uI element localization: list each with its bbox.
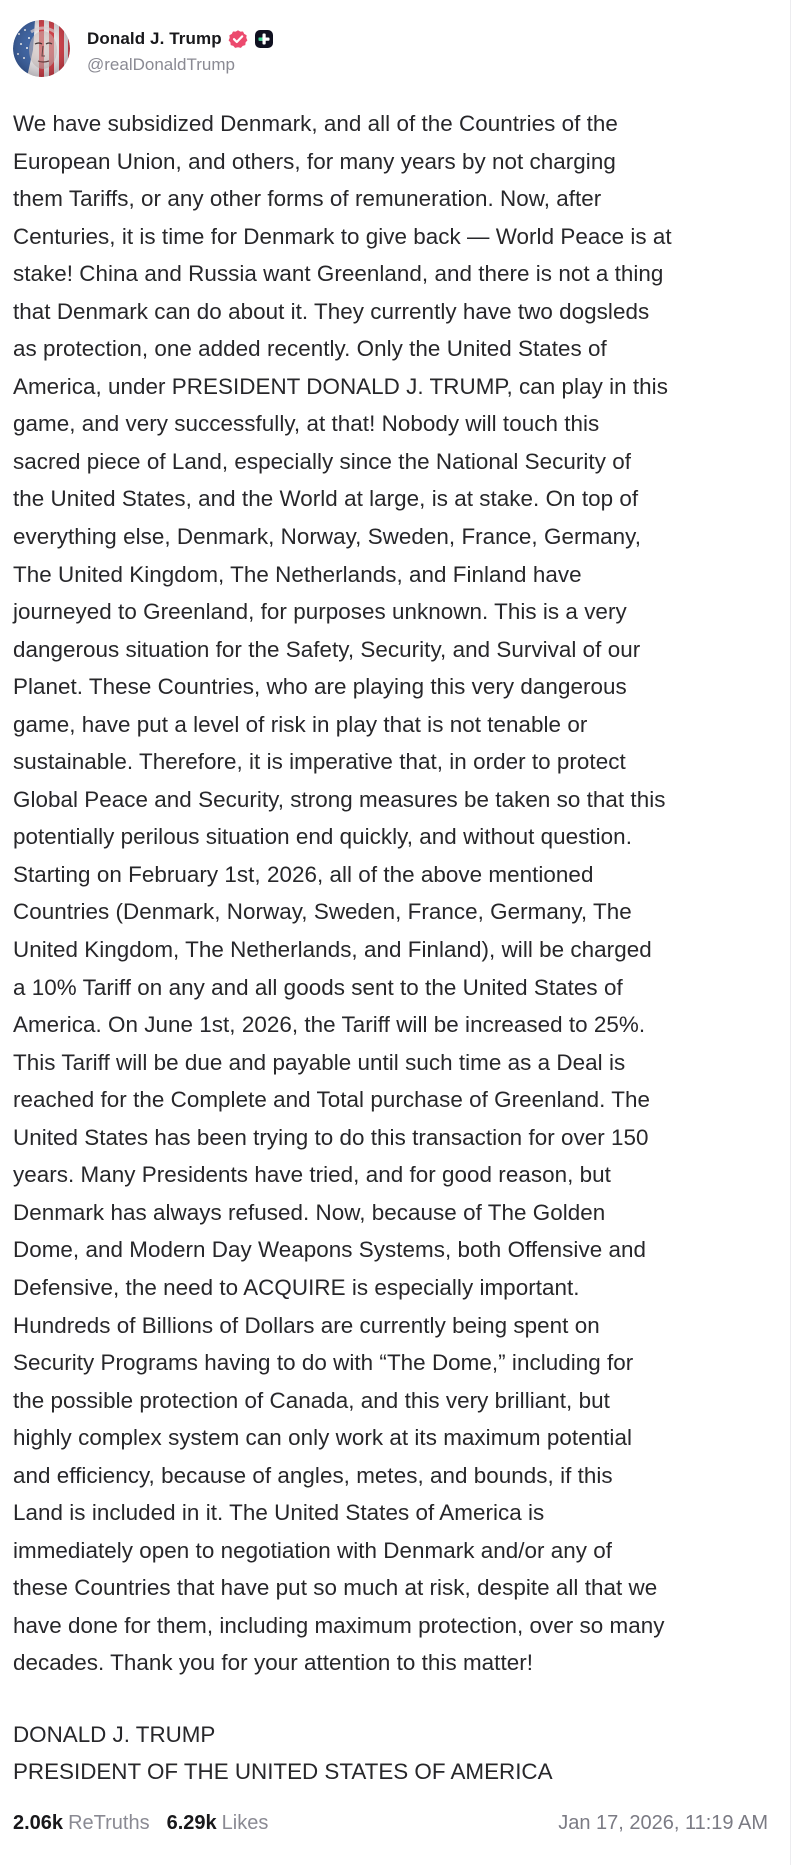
post-body-line: reached for the Complete and Total purchase of Greenland. The: [13, 1087, 651, 1113]
avatar[interactable]: [13, 20, 70, 77]
post-body-line: sustainable. Therefore, it is imperative that, in order to protect: [13, 749, 626, 775]
likes-stat[interactable]: [167, 1812, 269, 1835]
post-body-line: a 10% Tariff on any and all goods sent to the United States of: [13, 974, 623, 1000]
post-body-line: game, have put a level of risk in play that is not tenable or: [13, 711, 588, 737]
post-header: [13, 20, 773, 78]
verified-check-icon: [228, 29, 248, 49]
post-body-line: dangerous situation for the Safety, Security, and Survival of our: [13, 636, 641, 662]
post-body-line: game, and very successfully, at that! Nobody will touch this: [13, 411, 600, 437]
post-body-line: Centuries, it is time for Denmark to give back — World Peace is at: [13, 223, 672, 249]
post-body: [13, 105, 783, 1682]
post-body-line: highly complex system can only work at its maximum potential: [13, 1425, 632, 1451]
post-body-line: decades. Thank you for your attention to this matter!: [13, 1650, 533, 1676]
post-body-line: these Countries that have put so much at risk, despite all that we: [13, 1575, 658, 1601]
post-body-line: have done for them, including maximum protection, over so many: [13, 1612, 665, 1638]
post-body-line: journeyed to Greenland, for purposes unknown. This is a very: [13, 599, 627, 625]
post-body-line: and efficiency, because of angles, metes, and bounds, if this: [13, 1462, 613, 1488]
user-handle[interactable]: @realDonaldTrump: [87, 55, 235, 74]
post-body-line: as protection, one added recently. Only the United States of: [13, 336, 607, 362]
post-body-line: Starting on February 1st, 2026, all of the above mentioned: [13, 861, 594, 887]
column-divider: [790, 0, 791, 1865]
retruths-label: ReTruths: [68, 1811, 150, 1834]
post-body-line: Countries (Denmark, Norway, Sweden, France, Germany, The: [13, 899, 632, 925]
signature-name: DONALD J. TRUMP: [13, 1722, 216, 1747]
post-body-line: Security Programs having to do with “The Dome,” including for: [13, 1350, 634, 1376]
display-name[interactable]: Donald J. Trump: [87, 29, 222, 48]
post-body-line: them Tariffs, or any other forms of remuneration. Now, after: [13, 186, 602, 212]
likes-count: 6.29k: [166, 1811, 217, 1834]
post-body-line: sacred piece of Land, especially since the National Security of: [13, 448, 631, 474]
post-body-line: the United States, and the World at large, is at stake. On top of: [13, 486, 639, 512]
post-timestamp[interactable]: Jan 17, 2026, 11:19 AM: [558, 1811, 768, 1834]
post-body-line: America, under PRESIDENT DONALD J. TRUMP, can play in this: [13, 373, 668, 399]
retruths-count: 2.06k: [13, 1811, 64, 1834]
post-body-line: Denmark has always refused. Now, because of The Golden: [13, 1199, 606, 1225]
truth-plus-icon: [254, 29, 274, 49]
post-body-line: that Denmark can do about it. They currently have two dogsleds: [13, 298, 650, 324]
name-row: [87, 28, 274, 50]
post-body-line: European Union, and others, for many years by not charging: [13, 148, 616, 174]
post-body-line: Global Peace and Security, strong measures be taken so that this: [13, 786, 666, 812]
post-body-line: Dome, and Modern Day Weapons Systems, both Offensive and: [13, 1237, 646, 1263]
post-body-line: Planet. These Countries, who are playing this very dangerous: [13, 674, 627, 700]
avatar-flag-portrait-icon: [13, 20, 70, 77]
post-signature: [13, 1716, 553, 1790]
post-body-line: stake! China and Russia want Greenland, and there is not a thing: [13, 261, 664, 287]
post-body-line: everything else, Denmark, Norway, Sweden, France, Germany,: [13, 524, 642, 550]
post-body-line: United Kingdom, The Netherlands, and Finland), will be charged: [13, 937, 652, 963]
post-body-line: Defensive, the need to ACQUIRE is especially important.: [13, 1274, 580, 1300]
post-body-line: Hundreds of Billions of Dollars are currently being spent on: [13, 1312, 600, 1338]
post-body-line: America. On June 1st, 2026, the Tariff will be increased to 25%.: [13, 1012, 646, 1038]
post-body-line: years. Many Presidents have tried, and for good reason, but: [13, 1162, 611, 1188]
signature-title: PRESIDENT OF THE UNITED STATES OF AMERICA: [13, 1759, 553, 1784]
post-footer: [13, 1808, 768, 1838]
post-body-line: Land is included in it. The United States of America is: [13, 1500, 545, 1526]
post-body-line: potentially perilous situation end quickly, and without question.: [13, 824, 632, 850]
post-body-line: We have subsidized Denmark, and all of the Countries of the: [13, 111, 618, 136]
post-body-line: The United Kingdom, The Netherlands, and Finland have: [13, 561, 582, 587]
post-body-line: This Tariff will be due and payable until such time as a Deal is: [13, 1049, 626, 1075]
post-body-line: United States has been trying to do this transaction for over 150: [13, 1124, 649, 1150]
likes-label: Likes: [221, 1811, 269, 1834]
retruths-stat[interactable]: [13, 1812, 150, 1835]
post-body-line: the possible protection of Canada, and this very brilliant, but: [13, 1387, 610, 1413]
post-body-line: immediately open to negotiation with Denmark and/or any of: [13, 1537, 613, 1563]
